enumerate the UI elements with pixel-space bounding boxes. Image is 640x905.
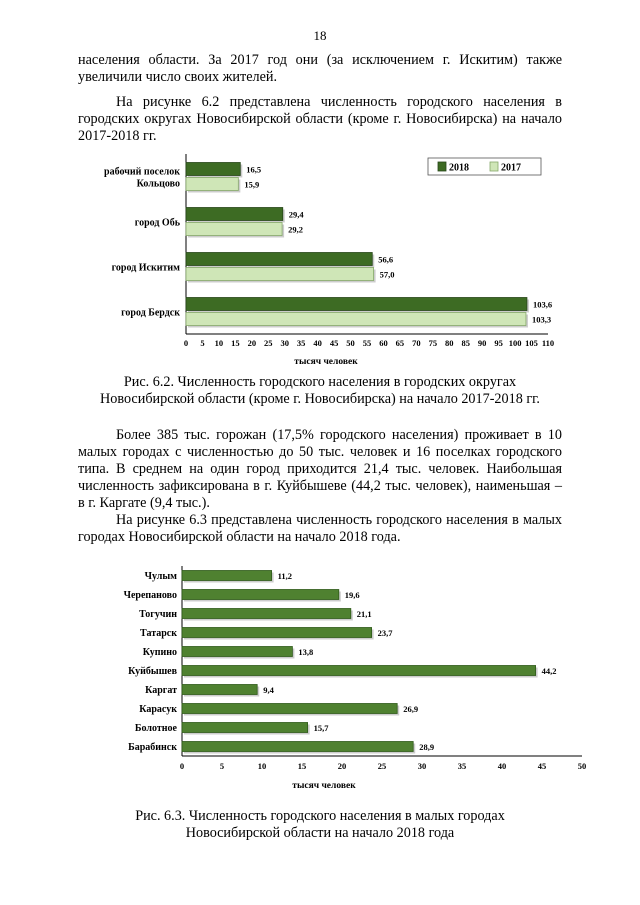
- chart-urban-districts: [98, 150, 555, 372]
- x-tick-label-13: 65: [395, 338, 405, 348]
- category-label-1: [135, 218, 181, 229]
- paragraph-3: Более 385 тыс. горожан (17,5% городского населения) проживает в 10 малых городах с численностью до 50 тыс. человек и 16 поселках городского типа.: [78, 427, 562, 477]
- category-label-line: город Обь: [134, 217, 180, 229]
- legend: [428, 158, 541, 175]
- x-tick-label-1: 5: [219, 761, 225, 771]
- x-tick-label-4: 20: [247, 338, 257, 348]
- x-tick-label-10: 50: [577, 761, 587, 771]
- x-tick-label-20: 100: [508, 338, 522, 348]
- x-tick-label-7: 35: [296, 338, 306, 348]
- data-label-2018-0: 16,5: [246, 164, 262, 175]
- x-tick-label-4: 20: [337, 761, 347, 771]
- paragraph-4: В среднем на один город приходится 21,4 тыс. человек. Наибольшая численность зафиксирована в г. Куйбышеве (44,2 тыс. человек), наименьшая – в г. Каргате (9,4 тыс.).: [78, 461, 562, 511]
- x-tick-label-3: 15: [231, 338, 240, 348]
- bar-2018-3: [186, 298, 527, 311]
- data-label-8: 15,7: [313, 723, 329, 733]
- page-number: 18: [313, 28, 327, 43]
- bar-7: [182, 704, 397, 714]
- bar-2017-1: [186, 223, 282, 236]
- paragraph-1: населения области. За 2017 год они (за исключением г. Искитим) также увеличили число своих жителей.: [78, 52, 562, 85]
- data-label-2017-0: 15,9: [244, 179, 260, 190]
- chart-small-towns: [98, 562, 598, 802]
- bar-4: [182, 647, 292, 657]
- x-tick-label-10: 50: [346, 338, 355, 348]
- bar-9: [182, 742, 413, 752]
- x-tick-label-9: 45: [329, 338, 339, 348]
- x-tick-label-14: 70: [412, 338, 421, 348]
- data-label-4: 13,8: [298, 647, 314, 657]
- x-tick-label-11: 55: [362, 338, 372, 348]
- x-tick-label-2: 10: [214, 338, 224, 348]
- bar-2018-1: [186, 208, 283, 221]
- bar-5: [182, 666, 536, 676]
- data-label-9: 28,9: [419, 742, 435, 752]
- legend-label-2017: 2017: [501, 162, 521, 174]
- category-label-1: Черепаново: [123, 590, 177, 601]
- category-label-2: Тогучин: [139, 609, 177, 620]
- figure-6-2-caption-line-2: Новосибирской области (кроме г. Новосибирска) на начало 2017-2018 гг.: [100, 391, 540, 407]
- x-tick-label-16: 80: [445, 338, 454, 348]
- data-label-3: 23,7: [377, 628, 393, 638]
- figure-6-3-caption-line-1: Рис. 6.3. Численность городского населения в малых городах: [135, 808, 505, 824]
- bar-6: [182, 685, 257, 695]
- category-label-line: город Искитим: [111, 262, 180, 274]
- bar-2017-2: [186, 268, 374, 281]
- x-tick-label-21: 105: [525, 338, 538, 348]
- legend-swatch-2018: [438, 162, 446, 171]
- bar-2017-0: [186, 178, 238, 191]
- x-tick-label-17: 85: [461, 338, 470, 348]
- x-tick-label-12: 60: [379, 338, 388, 348]
- x-tick-label-6: 30: [280, 338, 289, 348]
- legend-label-2018: 2018: [449, 162, 469, 174]
- category-label-5: Куйбышев: [128, 666, 177, 677]
- data-label-2018-3: 103,6: [532, 299, 553, 310]
- category-label-9: Барабинск: [128, 742, 177, 753]
- bar-1: [182, 590, 339, 600]
- category-label-8: Болотное: [134, 723, 177, 734]
- category-label-0: Чулым: [144, 571, 177, 582]
- data-label-6: 9,4: [263, 685, 274, 695]
- category-label-line: Кольцово: [136, 178, 180, 190]
- x-tick-label-8: 40: [313, 338, 322, 348]
- bar-8: [182, 723, 308, 733]
- figure-6-2-caption-line-1: Рис. 6.2. Численность городского населения в городских округах: [123, 374, 517, 390]
- data-label-2017-2: 57,0: [379, 269, 395, 280]
- category-label-4: Купино: [142, 647, 177, 658]
- x-tick-label-15: 75: [428, 338, 438, 348]
- x-tick-label-19: 95: [494, 338, 503, 348]
- x-axis-title: тысяч человек: [294, 357, 358, 367]
- x-tick-label-0: 0: [179, 761, 185, 771]
- x-tick-label-6: 30: [417, 761, 427, 771]
- category-label-line: город Бердск: [121, 307, 180, 319]
- x-tick-label-5: 25: [377, 761, 387, 771]
- data-label-2017-3: 103,3: [531, 314, 552, 325]
- paragraph-5: На рисунке 6.3 представлена численность городского населения в малых городах Новосибирской области на начало 2018 года.: [78, 512, 562, 545]
- data-label-7: 26,9: [403, 704, 419, 714]
- bar-2018-2: [186, 253, 372, 266]
- category-label-0: [104, 167, 180, 190]
- data-label-0: 11,2: [277, 571, 293, 581]
- x-tick-label-22: 110: [541, 338, 555, 348]
- data-label-2018-1: 29,4: [288, 209, 304, 220]
- category-label-6: Каргат: [145, 685, 177, 696]
- category-label-3: Татарск: [140, 628, 177, 639]
- category-label-line: рабочий поселок: [104, 166, 180, 178]
- legend-swatch-2017: [490, 162, 498, 171]
- x-tick-label-8: 40: [497, 761, 507, 771]
- x-tick-label-9: 45: [537, 761, 547, 771]
- figure-6-3-caption-line-2: Новосибирской области на начало 2018 года: [185, 825, 455, 841]
- x-tick-label-3: 15: [297, 761, 307, 771]
- x-tick-label-5: 25: [264, 338, 273, 348]
- category-label-3: [121, 308, 180, 319]
- x-tick-label-1: 5: [200, 338, 205, 348]
- data-label-2018-2: 56,6: [378, 254, 394, 265]
- x-axis-title: тысяч человек: [292, 781, 356, 791]
- category-label-2: [112, 263, 181, 274]
- bar-0: [182, 571, 272, 581]
- x-tick-label-18: 90: [477, 338, 487, 348]
- bar-2017-3: [186, 313, 526, 326]
- data-label-1: 19,6: [344, 590, 360, 600]
- x-tick-label-2: 10: [257, 761, 267, 771]
- category-label-7: Карасук: [139, 704, 177, 715]
- data-label-2017-1: 29,2: [288, 224, 303, 235]
- x-tick-label-7: 35: [457, 761, 467, 771]
- paragraph-2: На рисунке 6.2 представлена численность городского населения в городских округах Новосибирской области (кроме г. Новосибирска) на начало 2017-2018 гг.: [78, 94, 562, 144]
- data-label-2: 21,1: [356, 609, 372, 619]
- bar-2: [182, 609, 351, 619]
- bar-3: [182, 628, 372, 638]
- data-label-5: 44,2: [541, 666, 557, 676]
- x-tick-label-0: 0: [183, 338, 189, 348]
- bar-2018-0: [186, 163, 240, 176]
